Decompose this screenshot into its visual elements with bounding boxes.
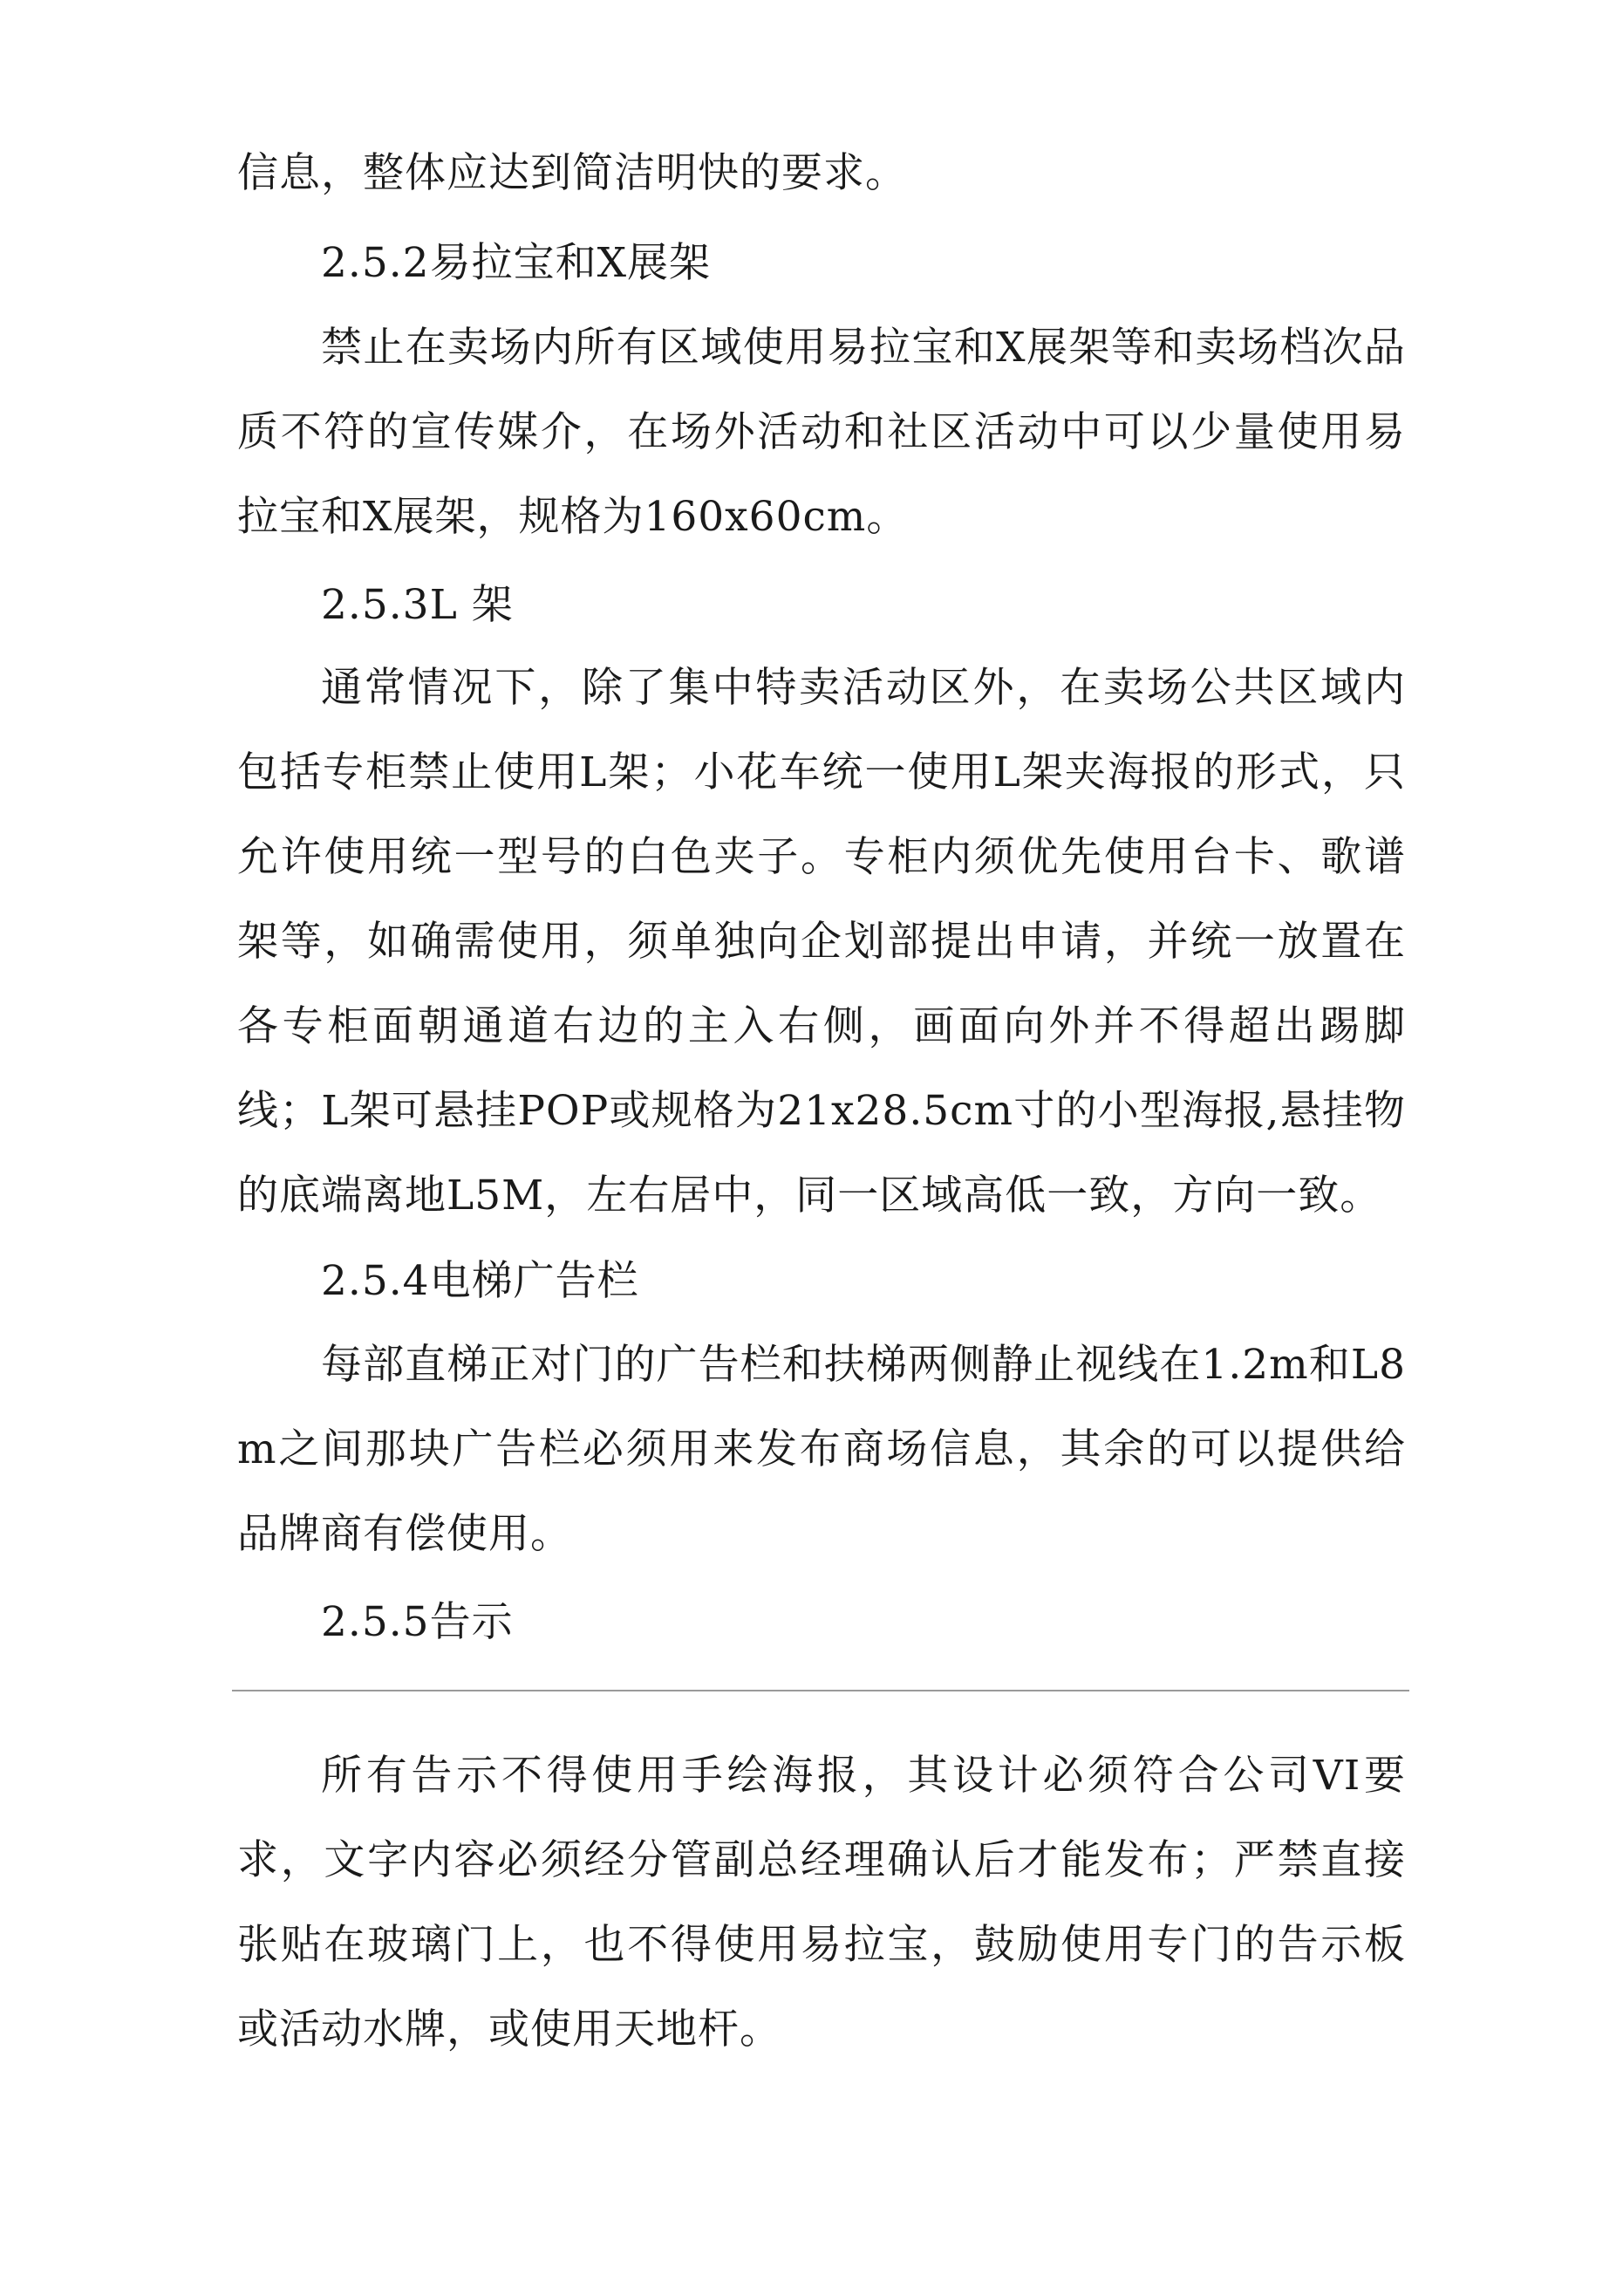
section-heading-2-5-2: 2.5.2易拉宝和X展架 (321, 239, 712, 287)
page-divider (232, 1690, 1409, 1691)
section-heading-2-5-4: 2.5.4电梯广告栏 (321, 1257, 639, 1305)
paragraph-2-5-5: 所有告示不得使用手绘海报，其设计必须符合公司VI要求，文字内容必须经分管副总经理确认后才能发布；严禁直接张贴在玻璃门上，也不得使用易拉宝，鼓励使用专门的告示板或活动水牌，或使用天地杆。 (237, 1752, 1406, 2053)
paragraph-2-5-4: 每部直梯正对门的广告栏和扶梯两侧静止视线在1.2m和L8m之间那块广告栏必须用来发布商场信息，其余的可以提供给品牌商有偿使用。 (237, 1341, 1406, 1558)
section-heading-2-5-5: 2.5.5告示 (321, 1598, 514, 1646)
paragraph-2-5-3: 通常情况下，除了集中特卖活动区外，在卖场公共区域内包括专柜禁止使用L架；小花车统一使用L架夹海报的形式，只允许使用统一型号的白色夹子。专柜内须优先使用台卡、歌谱架等，如确需使用，须单独向企划部提出申请，并统一放置在各专柜面朝通道右边的主入右侧，画面向外并不得超出踢脚线；L架可悬挂POP或规格为21x28.5cm寸的小型海报,悬挂物的底端离地L5M，左右居中，同一区域高低一致，方向一致。 (237, 664, 1406, 1220)
section-heading-2-5-3: 2.5.3L 架 (321, 581, 514, 629)
paragraph-continuation: 信息，整体应达到简洁明快的要求。 (237, 149, 907, 197)
paragraph-2-5-2: 禁止在卖场内所有区域使用易拉宝和X展架等和卖场档次品质不符的宣传媒介，在场外活动和社区活动中可以少量使用易拉宝和X展架，规格为160x60cm。 (237, 324, 1406, 541)
